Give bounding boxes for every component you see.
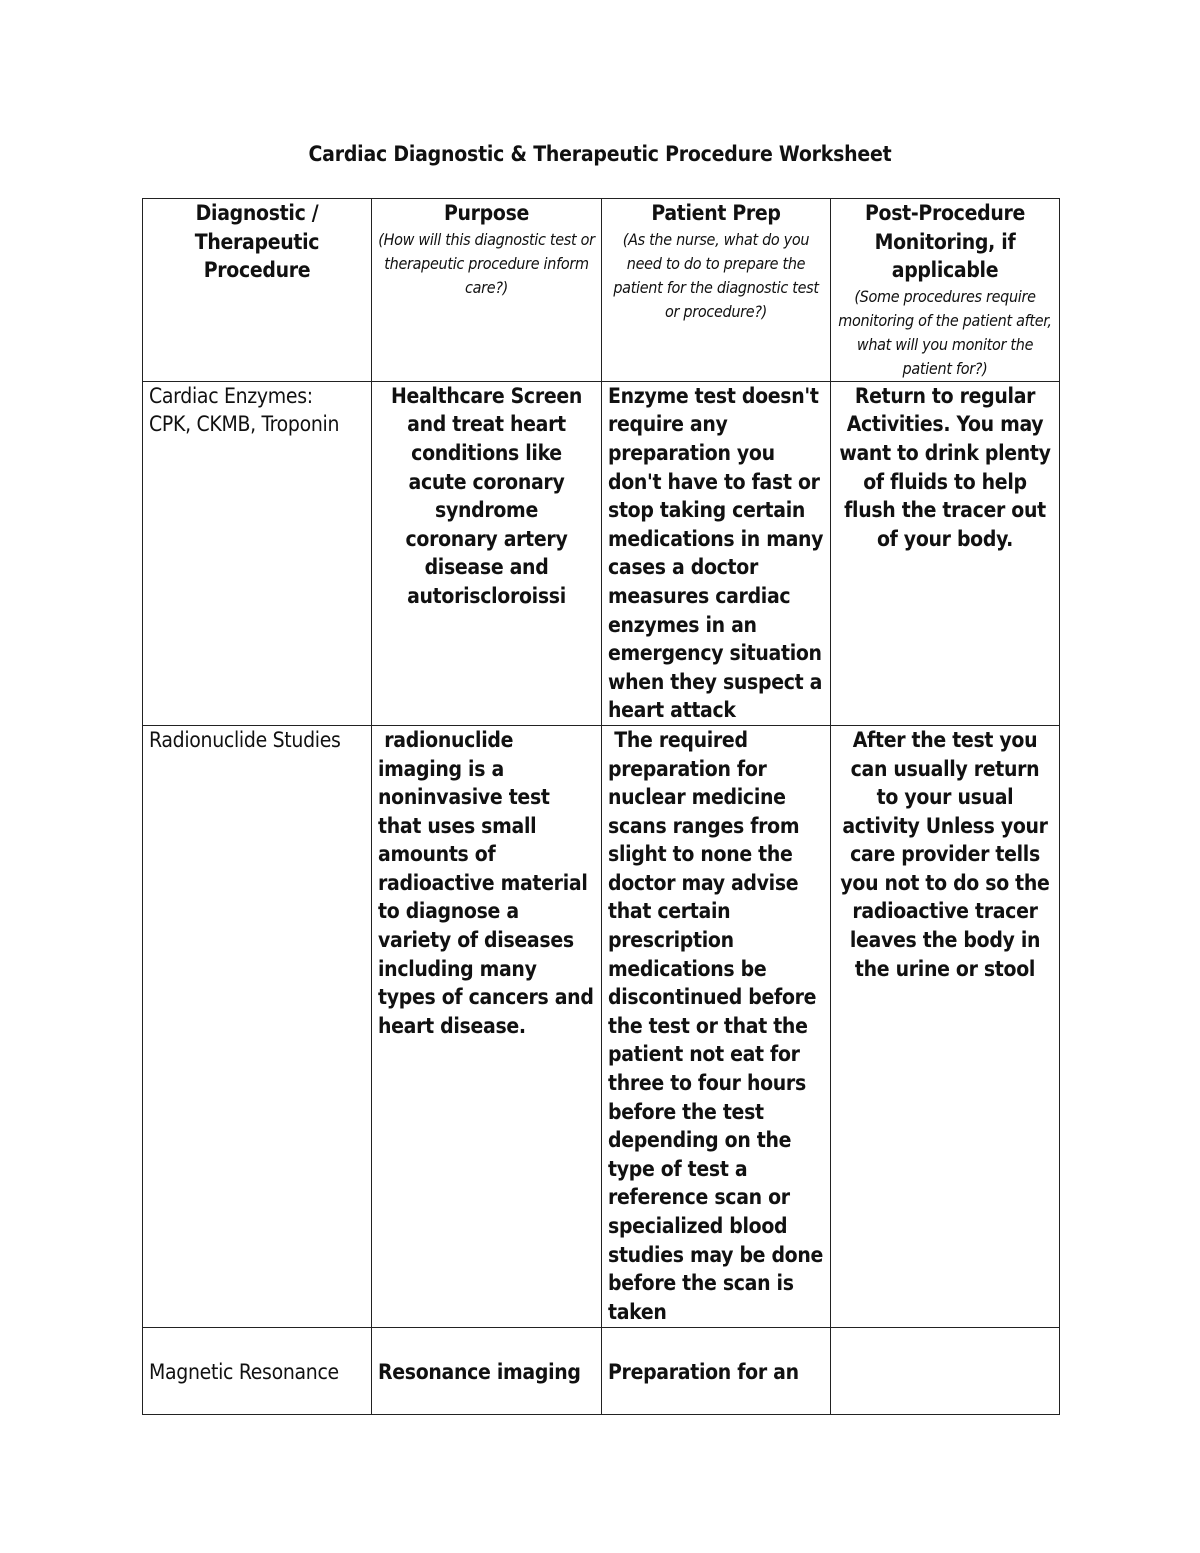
procedure-name: Radionuclide Studies [149, 727, 341, 752]
purpose-cell [372, 725, 602, 1327]
header-cell-purpose [372, 199, 602, 382]
purpose-cell [372, 381, 602, 725]
header-purpose-hint: (How will this diagnostic test or therapeutic procedure inform care?) [378, 229, 595, 297]
header-prep-hint: (As the nurse, what do you need to do to prepare the patient for the diagnostic test or procedure?) [613, 229, 819, 321]
purpose-cell [372, 1327, 602, 1414]
purpose-text: radionuclide imaging is a noninvasive test that uses small amounts of radioactive material to diagnose a variety of diseases including many types of cancers and heart disease. [378, 727, 600, 1038]
prep-text: The required preparation for nuclear medicine scans ranges from slight to none the doctor may advise that certain prescription medications be discontinued before the test or that the patient not eat for three to four hours before the test depending on the type of test a reference scan or specialized blood studies may be done before the scan is taken [608, 727, 830, 1324]
procedure-cell [143, 381, 372, 725]
header-cell-prep [602, 199, 831, 382]
procedure-cell [143, 1327, 372, 1414]
header-cell-procedure [143, 199, 372, 382]
post-cell [831, 725, 1060, 1327]
procedure-name: Magnetic Resonance [149, 1359, 339, 1384]
header-prep-label: Patient Prep [651, 201, 781, 225]
purpose-text: Healthcare Screen and treat heart conditions like acute coronary syndrome coronary artery disease and autorisclorοissi [390, 383, 583, 608]
post-cell [831, 1327, 1060, 1414]
post-cell [831, 381, 1060, 725]
table-header-row [143, 199, 1060, 382]
prep-cell [602, 725, 831, 1327]
prep-text: Enzyme test doesn't require any preparation you don't have to fast or stop taking certain medications in many cases a doctor measures cardiac enzymes in an emergency situation when they suspect a heart attack [608, 383, 824, 723]
purpose-text: Resonance imaging [378, 1359, 581, 1384]
header-cell-post [831, 199, 1060, 382]
document-title: Cardiac Diagnostic & Therapeutic Procedure Worksheet [308, 142, 892, 166]
table-row [143, 381, 1060, 725]
header-procedure-label: Diagnostic / Therapeutic Procedure [194, 201, 320, 283]
post-text: Return to regular Activities. You may want to drink plenty of fluids to help flush the tracer out of your body. [839, 383, 1051, 551]
post-text: After the test you can usually return to your usual activity Unless your care provider tells you not to do so the radioactive tracer leaves the body in the urine or stool [840, 727, 1050, 981]
procedure-table [142, 198, 1060, 1415]
table-row [143, 725, 1060, 1327]
header-post-label: Post-Procedure Monitoring, if applicable [864, 201, 1026, 283]
header-purpose-label: Purpose [443, 201, 530, 225]
prep-cell [602, 1327, 831, 1414]
prep-text: Preparation for an [608, 1359, 799, 1384]
table-row [143, 1327, 1060, 1414]
procedure-cell [143, 725, 372, 1327]
prep-cell [602, 381, 831, 725]
procedure-name: Cardiac Enzymes: CPK, CKMB, Troponin [149, 383, 340, 437]
header-post-hint: (Some procedures require monitoring of the patient after, what will you monitor the patient for?) [838, 286, 1052, 378]
